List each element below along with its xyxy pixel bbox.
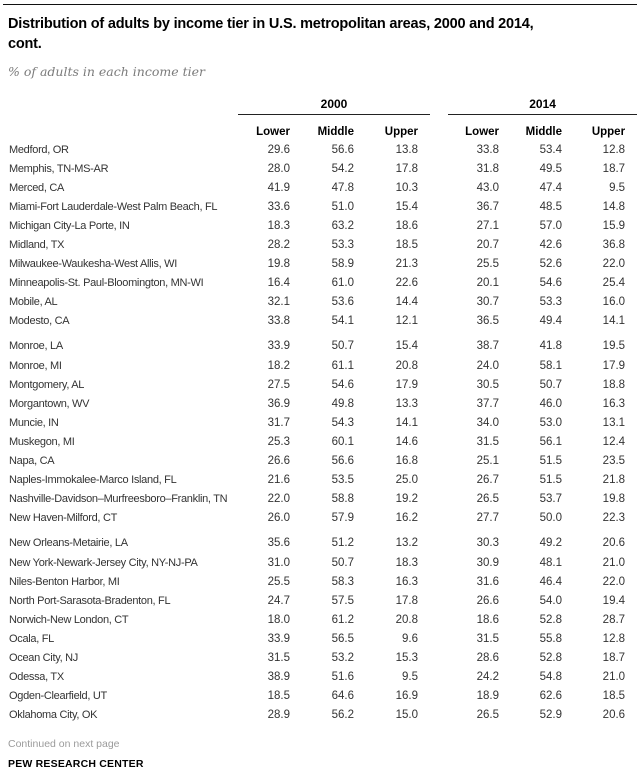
tier-value: 17.8: [395, 162, 419, 175]
tier-value: 31.5: [476, 632, 500, 645]
tier-value: 24.0: [476, 359, 500, 372]
column-spacer: [430, 375, 448, 394]
tier-header-middle-2000: Middle: [317, 126, 354, 138]
table-row: [8, 489, 637, 508]
tier-value: 15.0: [395, 708, 419, 721]
table-row: [8, 140, 637, 159]
tier-header-lower-2014: Lower: [465, 126, 500, 138]
tier-value: 36.8: [602, 238, 626, 251]
metro-name: Midland, TX: [9, 238, 65, 251]
tier-value: 16.3: [395, 575, 419, 588]
metro-name: Muncie, IN: [9, 416, 59, 429]
column-spacer: [430, 667, 448, 686]
tier-value: 18.9: [476, 689, 500, 702]
column-spacer: [430, 648, 448, 667]
tier-value: 55.8: [539, 632, 563, 645]
tier-value: 9.5: [609, 181, 626, 194]
tier-value: 25.5: [267, 575, 290, 588]
tier-value: 16.8: [395, 454, 419, 467]
table-row: [8, 178, 637, 197]
tier-value: 53.7: [539, 492, 563, 505]
tier-value: 60.1: [331, 435, 354, 448]
metro-name: Medford, OR: [9, 143, 69, 156]
tier-value: 13.3: [395, 397, 419, 410]
metro-name: Miami-Fort Lauderdale-West Palm Beach, FL: [9, 200, 218, 213]
table-row: [8, 216, 637, 235]
metro-name: Niles-Benton Harbor, MI: [9, 575, 120, 588]
tier-value: 52.6: [539, 257, 563, 270]
tier-value: 62.6: [539, 689, 563, 702]
tier-value: 36.5: [476, 314, 500, 327]
page-title: Distribution of adults by income tier in U.S. metropolitan areas, 2000 and 2014, cont.: [8, 16, 534, 52]
tier-value: 58.3: [331, 575, 354, 588]
table-row: [8, 235, 637, 254]
tier-value: 22.3: [602, 511, 626, 524]
tier-value: 14.1: [395, 416, 419, 429]
tier-value: 26.5: [476, 492, 500, 505]
tier-value: 64.6: [331, 689, 354, 702]
tier-value: 56.2: [331, 708, 354, 721]
tier-value: 57.0: [539, 219, 563, 232]
table-row: [8, 686, 637, 705]
column-spacer: [430, 273, 448, 292]
tier-value: 53.3: [331, 238, 354, 251]
tier-value: 13.8: [395, 143, 419, 156]
tier-value: 54.6: [539, 276, 563, 289]
tier-value: 22.6: [395, 276, 419, 289]
tier-value: 53.4: [539, 143, 563, 156]
tier-value: 48.1: [539, 556, 563, 569]
tier-value: 57.5: [331, 594, 354, 607]
tier-value: 32.1: [267, 295, 290, 308]
tier-value: 51.2: [331, 537, 354, 549]
metro-name: Memphis, TN-MS-AR: [9, 162, 109, 175]
tier-value: 63.2: [331, 219, 354, 232]
tier-header-upper-2000: Upper: [384, 126, 419, 138]
tier-value: 49.4: [539, 314, 563, 327]
metro-name: Milwaukee-Waukesha-West Allis, WI: [9, 257, 177, 270]
tier-value: 50.0: [539, 511, 563, 524]
table-row: [8, 254, 637, 273]
tier-value: 19.5: [602, 340, 626, 352]
tier-value: 19.8: [267, 257, 290, 270]
table-row: [8, 311, 637, 330]
tier-value: 54.0: [539, 594, 563, 607]
tier-value: 31.7: [267, 416, 290, 429]
column-spacer: [430, 292, 448, 311]
tier-value: 33.6: [267, 200, 290, 213]
column-spacer: [430, 610, 448, 629]
tier-value: 25.0: [395, 473, 419, 486]
tier-value: 30.7: [476, 295, 500, 308]
tier-value: 9.6: [402, 632, 419, 645]
column-spacer: [430, 553, 448, 572]
column-spacer: [430, 140, 448, 159]
table-row: [8, 159, 637, 178]
table-row: [8, 470, 637, 489]
table-row: [8, 591, 637, 610]
table-row: [8, 553, 637, 572]
tier-value: 56.1: [539, 435, 563, 448]
table-row: [8, 273, 637, 292]
metro-name: Minneapolis-St. Paul-Bloomington, MN-WI: [9, 276, 204, 289]
tier-value: 18.6: [395, 219, 419, 232]
top-divider: [3, 4, 637, 5]
metro-name: Napa, CA: [9, 454, 55, 467]
tier-value: 20.7: [476, 238, 500, 251]
tier-value: 46.4: [539, 575, 563, 588]
tier-value: 18.6: [476, 613, 500, 626]
tier-value: 25.5: [476, 257, 500, 270]
metro-name: Ocala, FL: [9, 632, 54, 645]
tier-value: 43.0: [476, 181, 500, 194]
tier-header-middle-2014: Middle: [525, 126, 563, 138]
tier-value: 31.5: [476, 435, 500, 448]
column-spacer: [430, 413, 448, 432]
metro-name: Muskegon, MI: [9, 435, 75, 448]
tier-value: 53.3: [539, 295, 563, 308]
column-spacer: [430, 159, 448, 178]
tier-value: 17.8: [395, 594, 419, 607]
tier-value: 19.4: [602, 594, 626, 607]
tier-value: 27.7: [476, 511, 500, 524]
tier-value: 12.8: [602, 632, 626, 645]
tier-value: 51.0: [331, 200, 354, 213]
column-spacer: [430, 591, 448, 610]
tier-value: 16.3: [602, 397, 626, 410]
metro-name: New Orleans-Metairie, LA: [9, 537, 128, 549]
tier-value: 58.1: [539, 359, 563, 372]
tier-value: 16.4: [267, 276, 290, 289]
tier-value: 20.8: [395, 613, 419, 626]
tier-value: 21.0: [602, 670, 626, 683]
tier-value: 20.8: [395, 359, 419, 372]
tier-value: 34.0: [476, 416, 500, 429]
source-label: PEW RESEARCH CENTER: [8, 758, 144, 770]
metro-name: Modesto, CA: [9, 314, 70, 327]
tier-value: 28.6: [476, 651, 500, 664]
table-row: [8, 705, 637, 724]
tier-value: 51.5: [539, 454, 563, 467]
column-spacer: [430, 311, 448, 330]
tier-value: 28.0: [267, 162, 290, 175]
tier-value: 26.5: [476, 708, 500, 721]
tier-value: 14.4: [395, 295, 419, 308]
tier-value: 30.3: [476, 537, 500, 549]
tier-value: 27.1: [476, 219, 500, 232]
tier-value: 12.8: [602, 143, 626, 156]
table-row: [8, 508, 637, 527]
tier-value: 14.1: [602, 314, 626, 327]
tier-header-lower-2000: Lower: [256, 126, 290, 138]
tier-value: 26.6: [476, 594, 500, 607]
metro-name: Odessa, TX: [9, 670, 64, 683]
column-spacer: [430, 254, 448, 273]
income-tier-table: [8, 95, 637, 724]
tier-value: 14.8: [602, 200, 626, 213]
tier-value: 18.3: [395, 556, 419, 569]
tier-value: 49.2: [539, 537, 563, 549]
page-subtitle: % of adults in each income tier: [8, 64, 205, 79]
tier-value: 46.0: [539, 397, 563, 410]
tier-value: 21.0: [602, 556, 626, 569]
tier-value: 18.3: [267, 219, 290, 232]
tier-value: 21.3: [395, 257, 419, 270]
tier-value: 52.9: [539, 708, 563, 721]
metro-name: Monroe, MI: [9, 359, 62, 372]
tier-value: 26.0: [267, 511, 290, 524]
tier-value: 10.3: [395, 181, 419, 194]
tier-value: 13.1: [602, 416, 626, 429]
tier-value: 61.1: [331, 359, 354, 372]
tier-value: 33.9: [267, 632, 290, 645]
tier-value: 26.7: [476, 473, 500, 486]
tier-value: 61.0: [331, 276, 354, 289]
tier-value: 58.8: [331, 492, 354, 505]
tier-value: 12.4: [602, 435, 626, 448]
column-spacer: [430, 216, 448, 235]
tier-value: 17.9: [602, 359, 626, 372]
tier-value: 27.5: [267, 378, 290, 391]
tier-value: 54.2: [331, 162, 354, 175]
tier-value: 51.6: [331, 670, 354, 683]
table-row: [8, 394, 637, 413]
tier-value: 21.8: [602, 473, 626, 486]
tier-value: 49.5: [539, 162, 563, 175]
tier-value: 22.0: [602, 575, 626, 588]
tier-value: 33.8: [267, 314, 290, 327]
tier-value: 54.8: [539, 670, 563, 683]
table-row: [8, 648, 637, 667]
table-row: [8, 629, 637, 648]
column-spacer: [430, 705, 448, 724]
tier-value: 36.7: [476, 200, 500, 213]
metro-name: Ocean City, NJ: [9, 651, 78, 664]
tier-value: 54.3: [331, 416, 354, 429]
column-spacer: [430, 527, 448, 553]
tier-value: 36.9: [267, 397, 290, 410]
tier-value: 15.9: [602, 219, 626, 232]
tier-value: 58.9: [331, 257, 354, 270]
tier-value: 31.6: [476, 575, 500, 588]
table-row: [8, 451, 637, 470]
tier-value: 18.5: [267, 689, 290, 702]
table-row: [8, 667, 637, 686]
column-group-spacer: [430, 95, 448, 115]
tier-value: 41.9: [267, 181, 290, 194]
table-body: [8, 140, 637, 724]
tier-value: 20.6: [602, 537, 626, 549]
tier-header-row: [8, 115, 637, 141]
tier-value: 50.7: [331, 340, 354, 352]
tier-value: 15.3: [395, 651, 419, 664]
tier-header-upper-2014: Upper: [591, 126, 626, 138]
metro-column-header: [8, 95, 238, 115]
tier-value: 20.1: [476, 276, 500, 289]
tier-value: 23.5: [602, 454, 626, 467]
tier-value: 49.8: [331, 397, 354, 410]
column-spacer: [430, 629, 448, 648]
table-row: [8, 432, 637, 451]
tier-value: 56.6: [331, 143, 354, 156]
table-row: [8, 330, 637, 356]
tier-value: 56.6: [331, 454, 354, 467]
tier-value: 9.5: [402, 670, 419, 683]
tier-value: 28.7: [602, 613, 626, 626]
metro-name: Merced, CA: [9, 181, 65, 194]
tier-value: 16.9: [395, 689, 419, 702]
tier-value: 15.4: [395, 200, 419, 213]
column-spacer: [430, 178, 448, 197]
tier-value: 38.7: [476, 340, 500, 352]
tier-value: 47.8: [331, 181, 354, 194]
tier-value: 33.8: [476, 143, 500, 156]
tier-value: 13.2: [395, 537, 419, 549]
table-row: [8, 572, 637, 591]
metro-name: Oklahoma City, OK: [9, 708, 98, 721]
tier-value: 19.8: [602, 492, 626, 505]
column-spacer: [430, 356, 448, 375]
metro-name: New Haven-Milford, CT: [9, 511, 118, 524]
tier-value: 25.1: [476, 454, 500, 467]
table-row: [8, 413, 637, 432]
tier-value: 53.2: [331, 651, 354, 664]
metro-name: North Port-Sarasota-Bradenton, FL: [9, 594, 171, 607]
tier-value: 29.6: [267, 143, 290, 156]
column-spacer: [430, 508, 448, 527]
tier-value: 18.7: [602, 162, 626, 175]
tier-value: 17.9: [395, 378, 419, 391]
year-2014-header: 2014: [448, 95, 637, 115]
tier-value: 20.6: [602, 708, 626, 721]
tier-value: 30.9: [476, 556, 500, 569]
tier-value: 31.0: [267, 556, 290, 569]
metro-name: Michigan City-La Porte, IN: [9, 219, 130, 232]
tier-value: 28.2: [267, 238, 290, 251]
tier-value: 16.0: [602, 295, 626, 308]
tier-value: 26.6: [267, 454, 290, 467]
tier-value: 41.8: [539, 340, 563, 352]
table-row: [8, 527, 637, 553]
tier-value: 18.2: [267, 359, 290, 372]
table-row: [8, 610, 637, 629]
tier-value: 25.3: [267, 435, 290, 448]
column-spacer: [430, 686, 448, 705]
table-row: [8, 197, 637, 216]
tier-value: 53.6: [331, 295, 354, 308]
tier-value: 18.5: [395, 238, 419, 251]
tier-value: 56.5: [331, 632, 354, 645]
continued-note: Continued on next page: [8, 738, 120, 750]
tier-value: 33.9: [267, 340, 290, 352]
tier-value: 15.4: [395, 340, 419, 352]
tier-value: 53.5: [331, 473, 354, 486]
metro-name: Mobile, AL: [9, 295, 58, 308]
tier-value: 30.5: [476, 378, 500, 391]
year-2000-header: 2000: [238, 95, 430, 115]
tier-value: 50.7: [331, 556, 354, 569]
tier-value: 24.7: [267, 594, 290, 607]
tier-value: 19.2: [395, 492, 419, 505]
tier-value: 54.1: [331, 314, 354, 327]
tier-value: 54.6: [331, 378, 354, 391]
column-spacer: [430, 432, 448, 451]
table-row: [8, 375, 637, 394]
tier-value: 12.1: [395, 314, 419, 327]
tier-value: 28.9: [267, 708, 290, 721]
metro-name: Nashville-Davidson–Murfreesboro–Franklin, TN: [9, 492, 228, 505]
tier-value: 18.8: [602, 378, 626, 391]
metro-name: Monroe, LA: [9, 340, 63, 352]
tier-value: 51.5: [539, 473, 563, 486]
column-spacer: [430, 394, 448, 413]
tier-value: 24.2: [476, 670, 500, 683]
tier-value: 47.4: [539, 181, 563, 194]
column-spacer: [430, 235, 448, 254]
tier-value: 61.2: [331, 613, 354, 626]
tier-value: 50.7: [539, 378, 563, 391]
tier-value: 35.6: [267, 537, 290, 549]
tier-value: 21.6: [267, 473, 290, 486]
tier-value: 31.5: [267, 651, 290, 664]
tier-value: 52.8: [539, 651, 563, 664]
metro-name: Morgantown, WV: [9, 397, 90, 410]
column-spacer: [430, 197, 448, 216]
tier-value: 22.0: [267, 492, 290, 505]
metro-name: Ogden-Clearfield, UT: [9, 689, 107, 702]
table-row: [8, 292, 637, 311]
tier-value: 53.0: [539, 416, 563, 429]
column-spacer: [430, 330, 448, 356]
tier-value: 48.5: [539, 200, 563, 213]
metro-name: Norwich-New London, CT: [9, 613, 129, 626]
tier-value: 18.7: [602, 651, 626, 664]
tier-value: 38.9: [267, 670, 290, 683]
table-row: [8, 356, 637, 375]
tier-value: 22.0: [602, 257, 626, 270]
tier-value: 37.7: [476, 397, 500, 410]
tier-value: 25.4: [602, 276, 626, 289]
tier-value: 16.2: [395, 511, 419, 524]
year-header-row: [8, 95, 637, 115]
tier-value: 14.6: [395, 435, 419, 448]
metro-name: New York-Newark-Jersey City, NY-NJ-PA: [9, 556, 198, 569]
tier-value: 31.8: [476, 162, 500, 175]
tier-value: 18.5: [602, 689, 626, 702]
tier-value: 42.6: [539, 238, 563, 251]
column-spacer: [430, 451, 448, 470]
column-spacer: [430, 470, 448, 489]
tier-value: 57.9: [331, 511, 354, 524]
tier-value: 52.8: [539, 613, 563, 626]
tier-value: 18.0: [267, 613, 290, 626]
metro-name: Naples-Immokalee-Marco Island, FL: [9, 473, 177, 486]
column-spacer: [430, 572, 448, 591]
metro-name: Montgomery, AL: [9, 378, 85, 391]
column-spacer: [430, 489, 448, 508]
